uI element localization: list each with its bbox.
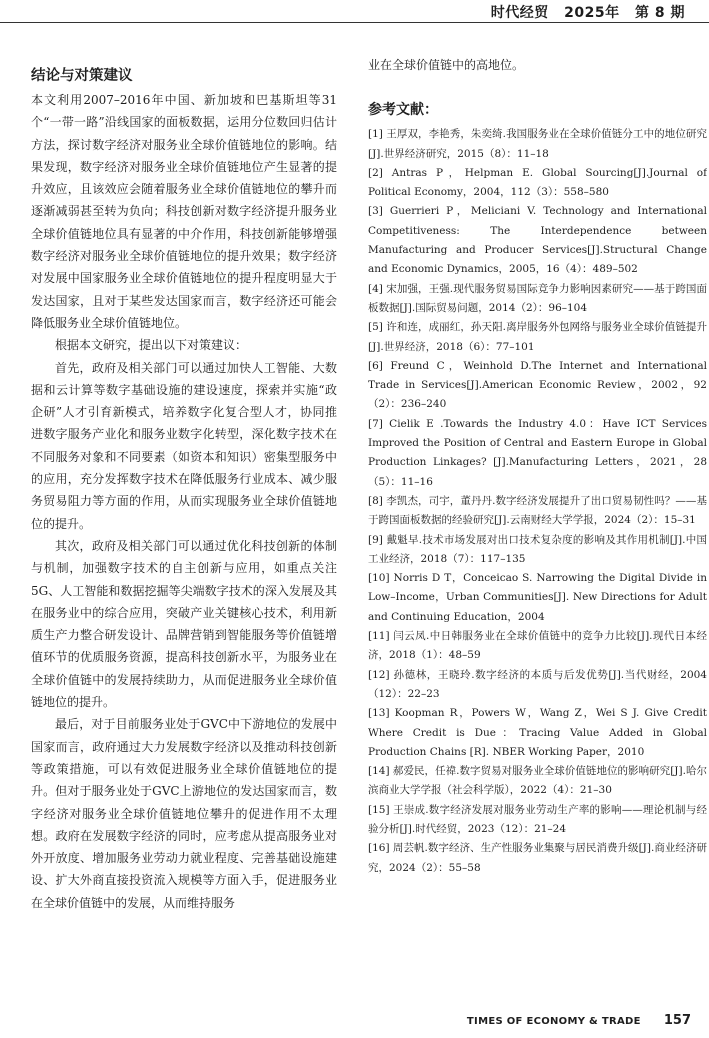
reference-item: [14] 郝爱民，任禕.数字贸易对服务业全球价值链地位的影响研究[J].哈尔滨商业大学学报（社会科学版），2022（4）：21–30 (368, 765, 707, 797)
paragraph-continuation: 业在全球价值链中的高地位。 (368, 58, 525, 72)
reference-item: [16] 周芸帆.数字经济、生产性服务业集聚与居民消费升级[J].商业经济研究，2024（2）：55–58 (368, 842, 707, 874)
header-issue: 第 8 期 (635, 5, 685, 21)
reference-item: [11] 闫云凤.中日韩服务业在全球价值链中的竞争力比较[J].现代日本经济，2018（1）：48–59 (368, 630, 707, 662)
page-footer (467, 1009, 691, 1028)
reference-item: [10] Norris D T，Conceicao S. Narrowing the Digital Divide in Low–Income，Urban Communities[J]. New Directions for Adult and Continuing Education，2004 (368, 572, 707, 623)
header-journal: 时代经贸 (490, 5, 549, 21)
page-number: 157 (663, 1013, 691, 1028)
reference-item: [7] Cielik E .Towards the Industry 4.0：Have ICT Services Improved the Position of Central and Eastern Europe in Global Production Linkages? [J].Manufacturing Letters，2021，28（5）：11–16 (368, 417, 707, 488)
paragraph-last: 最后，对于目前服务业处于GVC中下游地位的发展中国家而言，政府通过大力发展数字经济以及推动科技创新等政策措施，可以有效促进服务业全球价值链地位的提升。但对于服务业处于GVC上游地位的发达国家而言，数字经济对服务业全球价值链地位攀升的促进作用不太理想。政府在发展数字经济的同时，应考虑从提高服务业对外开放度、增加服务业劳动力就业程度、完善基础设施建设、扩大外商直接投资流入规模等方面入手，促进服务业在全球价值链中的发展，从而维持服务 (31, 717, 337, 910)
paragraph-summary: 本文利用2007–2016年中国、新加坡和巴基斯坦等31个“一带一路”沿线国家的面板数据，运用分位数回归估计方法，探讨数字经济对服务业全球价值链地位的影响。结果发现，数字经济对服务业全球价值链地位产生显著的提升效应，且该效应会随着服务业全球价值链地位的攀升而逐渐减弱甚至转为负向；科技创新对数字经济提升服务业全球价值链地位具有显著的中介作用，科技创新能够增强数字经济对服务业全球价值链地位的提升效果；数字经济对发展中国家服务业全球价值链地位的提升程度明显大于发达国家，且对于某些发达国家而言，数字经济还可能会降低服务业全球价值链地位。 (31, 93, 337, 330)
header-text (481, 2, 685, 22)
reference-item: [15] 王崇成.数字经济发展对服务业劳动生产率的影响——理论机制与经验分析[J].时代经贸，2023（12）：21–24 (368, 803, 707, 835)
left-column (31, 54, 337, 1014)
header-year: 2025年 (564, 5, 620, 21)
footer-journal: TIMES OF ECONOMY & TRADE (466, 1016, 641, 1027)
page-header (0, 0, 709, 23)
reference-item: [3] Guerrieri P，Meliciani V. Technology and International Competitiveness: The Interdependence between Manufacturing and Producer Services[J].Structural Change and Economic Dynamics，2005，16（4）：489–502 (368, 205, 707, 276)
reference-item: [5] 许和连，成丽红，孙天阳.离岸服务外包网络与服务业全球价值链提升[J].世界经济，2018（6）：77–101 (368, 321, 707, 353)
right-column (368, 54, 707, 1014)
reference-item: [6] Freund C，Weinhold D.The Internet and International Trade in Services[J].American Economic Review，2002，92（2）：236–240 (368, 359, 707, 411)
reference-item: [13] Koopman R，Powers W，Wang Z，Wei S J. Give Credit Where Credit is Due：Tracing Value Added in Global Production Chains [R]. NBER Working Paper，2010 (368, 707, 707, 758)
section-heading: 结论与对策建议 (31, 68, 133, 84)
paragraph-first: 首先，政府及相关部门可以通过加快人工智能、大数据和云计算等数字基础设施的建设速度，探索并实施“政企研”人才引育新模式，培养数字化复合型人才，协同推进数字服务产业化和服务业数字化转型，深化数字技术在不同服务对象和不同要素（如资本和知识）密集型服务中的应用，充分发挥数字技术在降低服务行业成本、减少服务贸易阻力等方面的作用，从而实现服务业全球价值链地位的提升。 (31, 360, 337, 531)
reference-item: [12] 孙德林，王晓玲.数字经济的本质与后发优势[J].当代财经，2004（12）：22–23 (368, 668, 707, 700)
paragraph-second: 其次，政府及相关部门可以通过优化科技创新的体制与机制，加强数字技术的自主创新与应用，如重点关注5G、人工智能和数据挖掘等尖端数字技术的深入发展及其在服务业中的综合应用，突破产业关键核心技术，利用新质生产力整合研发设计、品牌营销到智能服务等价值链增值环节的优质服务资源，提高科技创新水平，为服务业在全球价值链中的发展持续助力，从而促进服务业全球价值链地位的提升。 (31, 538, 337, 710)
reference-item: [2] Antras P，Helpman E. Global Sourcing[J].Journal of Political Economy，2004，112（3）：558–580 (368, 166, 707, 199)
references-heading: 参考文献： (368, 102, 438, 119)
reference-item: [1] 王厚双，李艳秀，朱奕绮.我国服务业在全球价值链分工中的地位研究[J].世界经济研究，2015（8）：11–18 (368, 128, 707, 160)
reference-item: [4] 宋加强，王强.现代服务贸易国际竞争力影响因素研究——基于跨国面板数据[J].国际贸易问题，2014（2）：96–104 (368, 282, 707, 314)
reference-item: [8] 李凯杰，司宇，董丹丹.数字经济发展提升了出口贸易韧性吗？——基于跨国面板数据的经验研究[J].云南财经大学学报，2024（2）：15–31 (368, 494, 707, 527)
reference-item: [9] 戴魁早.技术市场发展对出口技术复杂度的影响及其作用机制[J].中国工业经济，2018（7）：117–135 (368, 533, 707, 565)
reference-list (368, 125, 707, 878)
paragraph-intro: 根据本文研究，提出以下对策建议： (55, 338, 248, 353)
